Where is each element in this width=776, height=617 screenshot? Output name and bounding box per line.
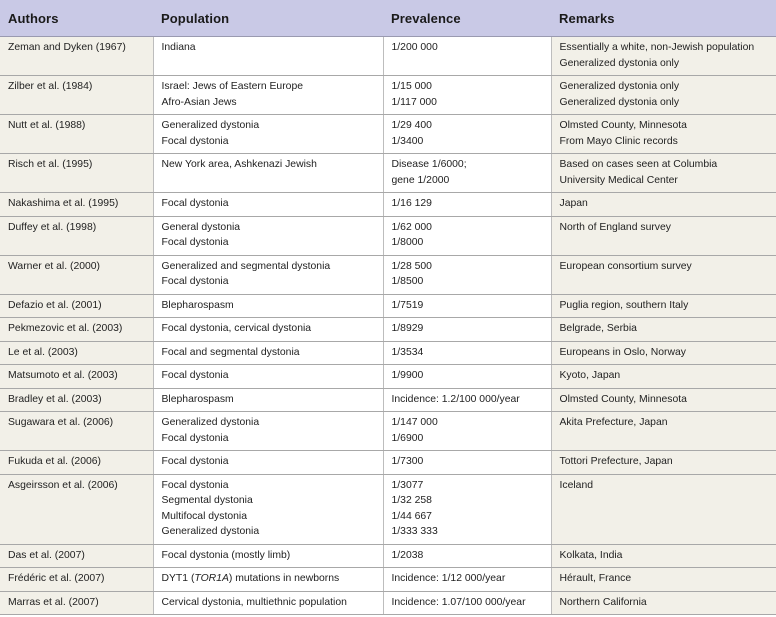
table-row xyxy=(0,318,776,342)
cell-prevalence xyxy=(383,568,551,592)
cell-prevalence-line: 1/28 500 xyxy=(391,260,432,272)
cell-population-line: Focal dystonia xyxy=(161,456,229,467)
cell-prevalence-line: 1/16 129 xyxy=(391,198,432,209)
cell-population-line: Focal dystonia xyxy=(161,479,229,491)
cell-prevalence-line: 1/117 000 xyxy=(391,96,437,108)
cell-remarks xyxy=(551,365,776,389)
cell-population xyxy=(153,216,383,255)
cell-population xyxy=(153,294,383,318)
cell-remarks-line: Northern California xyxy=(559,596,647,608)
cell-population xyxy=(153,255,383,294)
cell-prevalence xyxy=(383,318,551,342)
cell-prevalence-line: 1/2038 xyxy=(391,549,424,561)
header-population: Population xyxy=(153,0,383,37)
cell-remarks-line: North of England survey xyxy=(559,221,671,233)
cell-prevalence-line: 1/200 000 xyxy=(391,42,438,53)
cell-remarks-line: Generalized dystonia only xyxy=(559,57,680,69)
cell-prevalence xyxy=(383,76,551,115)
table-row xyxy=(0,412,776,451)
cell-remarks xyxy=(551,318,776,342)
cell-author: Fukuda et al. (2006) xyxy=(0,451,153,475)
cell-population-line: Focal dystonia (mostly limb) xyxy=(161,549,291,561)
cell-remarks-line: Akita Prefecture, Japan xyxy=(559,417,668,428)
table-row xyxy=(0,216,776,255)
cell-remarks-line: Based on cases seen at Columbia xyxy=(559,159,718,170)
cell-prevalence xyxy=(383,365,551,389)
cell-author: Le et al. (2003) xyxy=(0,341,153,365)
table-row xyxy=(0,568,776,592)
cell-prevalence xyxy=(383,255,551,294)
cell-population xyxy=(153,193,383,217)
cell-remarks-line: University Medical Center xyxy=(559,174,678,186)
cell-remarks-line: Puglia region, southern Italy xyxy=(559,299,689,311)
cell-population-line: Focal dystonia xyxy=(161,432,229,444)
table-body xyxy=(0,37,776,615)
cell-prevalence xyxy=(383,544,551,568)
cell-prevalence-line: 1/32 258 xyxy=(391,495,432,506)
cell-prevalence xyxy=(383,474,551,544)
cell-population xyxy=(153,591,383,615)
cell-remarks xyxy=(551,37,776,76)
table-row xyxy=(0,474,776,544)
cell-remarks-line: Olmsted County, Minnesota xyxy=(559,393,687,405)
cell-prevalence-line: 1/9900 xyxy=(391,370,424,381)
cell-population xyxy=(153,451,383,475)
cell-prevalence xyxy=(383,294,551,318)
cell-population-line: Generalized dystonia xyxy=(161,526,260,537)
cell-author: Das et al. (2007) xyxy=(0,544,153,568)
cell-remarks-line: Europeans in Oslo, Norway xyxy=(559,346,686,358)
cell-population-line: Generalized and segmental dystonia xyxy=(161,260,331,272)
cell-prevalence-line: Disease 1/6000; xyxy=(391,159,467,170)
cell-remarks xyxy=(551,568,776,592)
cell-author: Frédéric et al. (2007) xyxy=(0,568,153,592)
cell-prevalence-line: 1/3534 xyxy=(391,346,424,358)
cell-population-line: Indiana xyxy=(161,42,196,53)
cell-prevalence-line: 1/8000 xyxy=(391,237,424,248)
cell-prevalence-line: 1/7519 xyxy=(391,299,424,311)
cell-prevalence xyxy=(383,154,551,193)
cell-population-line: Blepharospasm xyxy=(161,299,234,311)
cell-prevalence-line: 1/7300 xyxy=(391,456,424,467)
cell-prevalence-line: 1/3077 xyxy=(391,479,424,491)
cell-prevalence xyxy=(383,193,551,217)
cell-population-line: Cervical dystonia, multiethnic population xyxy=(161,596,347,608)
cell-prevalence xyxy=(383,216,551,255)
cell-remarks-line: Generalized dystonia only xyxy=(559,81,680,92)
cell-prevalence xyxy=(383,451,551,475)
cell-population xyxy=(153,388,383,412)
cell-author: Sugawara et al. (2006) xyxy=(0,412,153,451)
table-row xyxy=(0,294,776,318)
cell-population xyxy=(153,115,383,154)
cell-author: Pekmezovic et al. (2003) xyxy=(0,318,153,342)
cell-author: Marras et al. (2007) xyxy=(0,591,153,615)
cell-prevalence-line: Incidence: 1.2/100 000/year xyxy=(391,393,520,405)
cell-prevalence-line: gene 1/2000 xyxy=(391,174,450,186)
gene-name: TOR1A xyxy=(194,573,229,584)
header-remarks: Remarks xyxy=(551,0,776,37)
cell-author: Nakashima et al. (1995) xyxy=(0,193,153,217)
cell-population-line: Israel: Jews of Eastern Europe xyxy=(161,81,303,92)
cell-population xyxy=(153,568,383,592)
table-row xyxy=(0,255,776,294)
cell-prevalence-line: Incidence: 1.07/100 000/year xyxy=(391,596,526,608)
cell-remarks-line: From Mayo Clinic records xyxy=(559,135,678,147)
cell-prevalence-line: 1/15 000 xyxy=(391,81,432,92)
header-prevalence: Prevalence xyxy=(383,0,551,37)
cell-remarks xyxy=(551,154,776,193)
cell-population-line: Focal dystonia, cervical dystonia xyxy=(161,323,312,334)
cell-prevalence-line: 1/333 333 xyxy=(391,526,438,537)
cell-prevalence-line: 1/8929 xyxy=(391,323,424,334)
cell-population-line: Focal dystonia xyxy=(161,237,229,248)
table-row xyxy=(0,115,776,154)
cell-prevalence xyxy=(383,37,551,76)
cell-author: Matsumoto et al. (2003) xyxy=(0,365,153,389)
cell-population-line: Focal dystonia xyxy=(161,370,229,381)
cell-population xyxy=(153,37,383,76)
cell-remarks xyxy=(551,451,776,475)
cell-remarks-line: Essentially a white, non-Jewish population xyxy=(559,42,755,53)
cell-population-line: Focal dystonia xyxy=(161,198,229,209)
cell-remarks-line: Olmsted County, Minnesota xyxy=(559,120,687,131)
cell-population xyxy=(153,154,383,193)
table-row xyxy=(0,365,776,389)
cell-prevalence xyxy=(383,591,551,615)
cell-author: Defazio et al. (2001) xyxy=(0,294,153,318)
cell-prevalence xyxy=(383,115,551,154)
cell-population-line: Focal dystonia xyxy=(161,135,229,147)
cell-population-line: Afro-Asian Jews xyxy=(161,96,237,108)
cell-remarks xyxy=(551,76,776,115)
cell-remarks-line: Hérault, France xyxy=(559,573,632,584)
cell-author: Zeman and Dyken (1967) xyxy=(0,37,153,76)
cell-remarks xyxy=(551,544,776,568)
cell-population-line: General dystonia xyxy=(161,221,241,233)
cell-remarks xyxy=(551,591,776,615)
cell-remarks xyxy=(551,412,776,451)
cell-author: Warner et al. (2000) xyxy=(0,255,153,294)
cell-prevalence-line: 1/3400 xyxy=(391,135,424,147)
cell-author: Risch et al. (1995) xyxy=(0,154,153,193)
cell-remarks-line: Kolkata, India xyxy=(559,549,623,561)
cell-population xyxy=(153,474,383,544)
cell-remarks xyxy=(551,341,776,365)
cell-remarks xyxy=(551,474,776,544)
table-row xyxy=(0,76,776,115)
cell-prevalence xyxy=(383,341,551,365)
header-authors: Authors xyxy=(0,0,153,37)
cell-population-line: Focal and segmental dystonia xyxy=(161,346,300,358)
table-row xyxy=(0,544,776,568)
cell-remarks-line: European consortium survey xyxy=(559,260,692,272)
cell-remarks xyxy=(551,388,776,412)
cell-population-line: Generalized dystonia xyxy=(161,417,260,428)
cell-remarks-line: Japan xyxy=(559,198,588,209)
cell-population-line: Focal dystonia xyxy=(161,276,229,287)
table-row xyxy=(0,37,776,76)
cell-population xyxy=(153,544,383,568)
cell-population xyxy=(153,318,383,342)
cell-population-line: Segmental dystonia xyxy=(161,495,253,506)
cell-author: Duffey et al. (1998) xyxy=(0,216,153,255)
cell-author: Nutt et al. (1988) xyxy=(0,115,153,154)
cell-population-line: Generalized dystonia xyxy=(161,120,260,131)
cell-prevalence-line: 1/44 667 xyxy=(391,510,432,522)
table-row xyxy=(0,154,776,193)
cell-population-line: DYT1 (TOR1A) mutations in newborns xyxy=(161,573,340,584)
cell-population-line: Multifocal dystonia xyxy=(161,510,247,522)
table-row xyxy=(0,451,776,475)
cell-prevalence xyxy=(383,388,551,412)
cell-prevalence-line: 1/29 400 xyxy=(391,120,432,131)
cell-remarks-line: Tottori Prefecture, Japan xyxy=(559,456,673,467)
cell-author: Bradley et al. (2003) xyxy=(0,388,153,412)
cell-prevalence-line: 1/147 000 xyxy=(391,417,438,428)
cell-population xyxy=(153,341,383,365)
cell-remarks-line: Kyoto, Japan xyxy=(559,370,621,381)
cell-remarks-line: Belgrade, Serbia xyxy=(559,323,637,334)
cell-population-line: New York area, Ashkenazi Jewish xyxy=(161,159,317,170)
cell-prevalence xyxy=(383,412,551,451)
cell-population xyxy=(153,365,383,389)
cell-author: Zilber et al. (1984) xyxy=(0,76,153,115)
cell-remarks xyxy=(551,255,776,294)
cell-remarks-line: Iceland xyxy=(559,479,594,491)
table-row xyxy=(0,193,776,217)
table-row xyxy=(0,591,776,615)
cell-remarks xyxy=(551,115,776,154)
cell-remarks xyxy=(551,216,776,255)
cell-remarks xyxy=(551,294,776,318)
cell-remarks xyxy=(551,193,776,217)
table-row xyxy=(0,388,776,412)
cell-prevalence-line: Incidence: 1/12 000/year xyxy=(391,573,506,584)
cell-population xyxy=(153,412,383,451)
cell-population-line: Blepharospasm xyxy=(161,393,234,405)
cell-population xyxy=(153,76,383,115)
header-row xyxy=(0,0,776,37)
cell-prevalence-line: 1/62 000 xyxy=(391,221,432,233)
cell-prevalence-line: 1/8500 xyxy=(391,276,424,287)
table-row xyxy=(0,341,776,365)
cell-prevalence-line: 1/6900 xyxy=(391,432,424,444)
cell-author: Asgeirsson et al. (2006) xyxy=(0,474,153,544)
cell-remarks-line: Generalized dystonia only xyxy=(559,96,680,108)
